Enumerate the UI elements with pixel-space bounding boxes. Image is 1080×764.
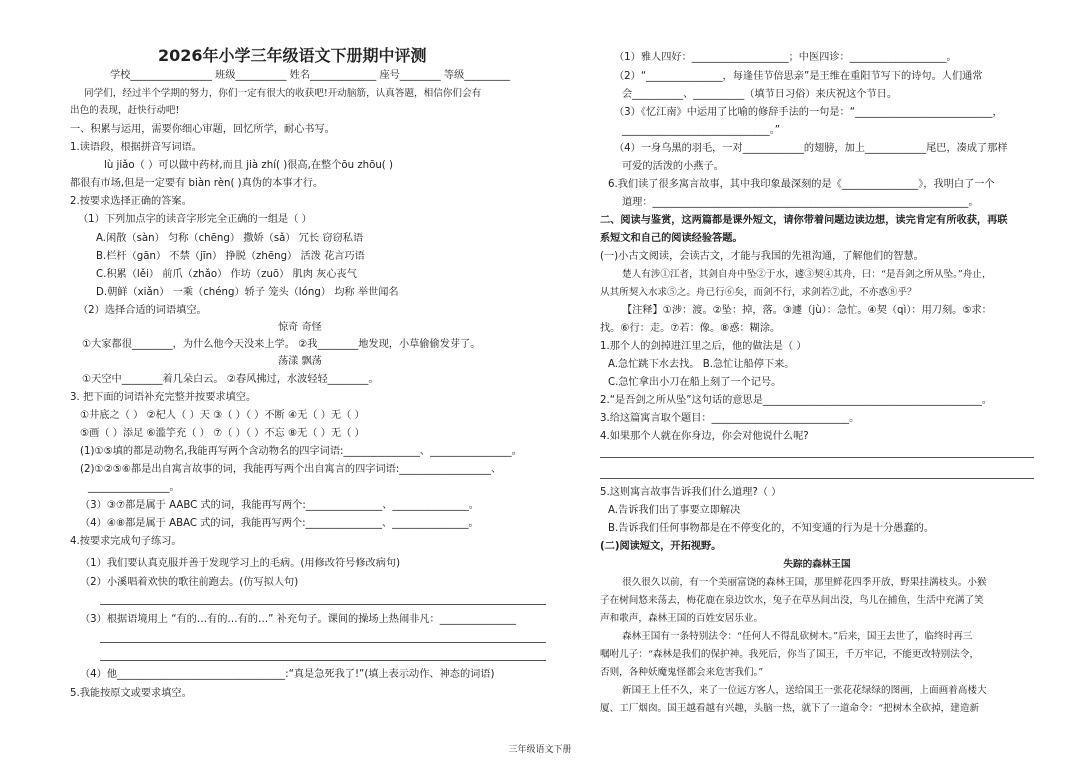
- passage-text: 厦、工厂烟囱。国王越看越有兴趣，头脑一热，就下了一道命令：“把树木全砍掉，建造新: [600, 703, 980, 714]
- intro-text: 同学们，经过半个学期的努力，你们一定有很大的收获吧!开动脑筋，认真答题，相信你们会有: [84, 88, 482, 99]
- fill-blank: （1）雅人四好：___________________；中医四诊：___________________。: [614, 52, 957, 63]
- sub-question: （3）③⑦都是属于 AABC 式的词，我能再写两个:_______________、_______________。: [80, 500, 479, 511]
- answer-line: [600, 457, 1034, 458]
- fill-blank: （3）《忆江南》中运用了比喻的修辞手法的一句是：“___________________________，: [614, 107, 1003, 118]
- passage-text: 子在树间悠来荡去，梅花鹿在泉边饮水，兔子在草丛间出没，鸟儿在捕鱼，生活中充满了笑: [600, 595, 984, 606]
- passage-text: 从其所契入水求⑤之。舟已行⑥矣，而剑不行，求剑若⑦此，不亦惑⑧乎？: [600, 287, 917, 298]
- question: 3. 把下面的词语补充完整并按要求填空。: [70, 392, 257, 403]
- annotation-text: 找。⑥行：走。⑦若：像。⑧惑：糊涂。: [600, 323, 781, 334]
- sub-question: （2）小溪唱着欢快的歌往前跑去。(仿写拟人句): [80, 577, 299, 588]
- fill-blank: ①天空中________着几朵白云。 ②春风拂过，水波轻轻________。: [82, 374, 379, 385]
- idiom-row: ⑤画（ ）添足 ⑥滥竽充（ ） ⑦（ ）（ ）不忘 ⑧无（ ）无（ ）: [80, 428, 365, 439]
- sub-question: （2）选择合适的词语填空。: [78, 305, 207, 316]
- passage-heading: (一)小古文阅读，会读古文，才能与我国的先祖沟通，了解他们的智慧。: [600, 251, 924, 262]
- fill-blank: 道理：______________________________________________________________。: [622, 197, 979, 208]
- sub-question: （4）④⑧都是属于 ABAC 式的词，我能再写两个:_______________、_______________。: [80, 518, 479, 529]
- question: 4.按要求完成句子练习。: [70, 536, 182, 547]
- fill-blank: ①大家都很________，为什么他今天没来上学。 ②我________地发现，小草偷偷发芽了。: [82, 339, 481, 350]
- question: 1.那个人的剑掉进江里之后，他的做法是（ ）: [600, 341, 807, 352]
- page-title: 2026年小学三年级语文下册期中评测: [158, 46, 427, 65]
- option: A.急忙跳下水去找。 B.急忙让船停下来。: [608, 359, 795, 370]
- passage-text: 很久很久以前，有一个美丽富饶的森林王国，那里鲜花四季开放，野果挂满枝头。小猴: [622, 577, 987, 588]
- fill-blank: （4）一身乌黑的羽毛，一对____________的翅膀，加上____________尾巴，凑成了那样: [614, 143, 1008, 154]
- question: 4.如果那个人就在你身边，你会对他说什么呢?: [600, 431, 809, 442]
- option: A.告诉我们出了事要立即解决: [608, 505, 741, 516]
- passage-text: 森林王国有一条特别法令：“任何人不得乱砍树木。”后来，国王去世了，临终时再三: [622, 631, 973, 642]
- question: 2.“是吾剑之所从坠”这句话的意思是___________________________________________。: [600, 395, 993, 406]
- passage-text: 楚人有涉①江者，其剑自舟中坠②于水，遽③契④其舟，曰：“是吾剑之所从坠。”舟止，: [622, 269, 992, 280]
- pinyin-line: lù jiǎo（ ）可以做中药材,而且 jià zhí( )很高,在整个ōu zhōu( ): [104, 160, 393, 171]
- answer-line: [100, 660, 546, 661]
- passage-text: 新国王上任不久，来了一位远方客人，送给国王一张花花绿绿的图画，上面画着高楼大: [622, 685, 987, 696]
- question: 2.按要求选择正确的答案。: [70, 196, 192, 207]
- idiom-row: ①井底之（ ） ②杞人（ ）天 ③（ ）（ ）不断 ④无（ ）无（ ）: [80, 410, 365, 421]
- option-c: C.积累（lěi） 前爪（zhǎo） 作坊（zuō） 肌肉 灰心丧气: [96, 269, 357, 280]
- sub-question: （1）下列加点字的读音字形完全正确的一组是（ ）: [78, 214, 312, 225]
- passage-text: 声和歌声，森林王国的百姓安居乐业。: [600, 613, 764, 624]
- pinyin-line: 都很有市场,但是一定要有 biàn rèn( )真伪的本事才行。: [70, 178, 324, 189]
- question: 3.给这篇寓言取个题目：___________________________。: [600, 413, 860, 424]
- intro-text: 出色的表现，赶快行动吧!: [70, 105, 180, 116]
- option-a: A.闲散（sàn） 匀称（chēng） 撒娇（sǎ） 冗长 窃窃私语: [96, 233, 364, 244]
- passage-title: 失踪的森林王国: [783, 559, 851, 570]
- blank-line: ________________。: [88, 482, 180, 493]
- passage-text: 嘱咐儿子：“森林是我们的保护神。我死后，你当了国王，千万牢记，不能更改特别法令，: [600, 649, 980, 660]
- section-heading: 一、积累与运用，需要你细心审题，回忆所学，耐心书写。: [70, 124, 335, 135]
- sub-question: (2)①②⑤⑥都是出自寓言故事的词，我能再写两个出自寓言的四字词语:__________________、: [80, 464, 502, 475]
- option: B.告诉我们任何事物都是在不停变化的，不知变通的行为是十分愚蠢的。: [608, 523, 935, 534]
- question: 1.读语段，根据拼音写词语。: [70, 142, 202, 153]
- answer-line: [100, 642, 546, 643]
- option-b: B.栏杆（gān） 不禁（jīn） 挣脱（zhēng） 活泼 花言巧语: [96, 251, 365, 262]
- annotation-text: 【注释】①涉：渡。②坠：掉，落。③遽（jù）：急忙。④契（qì）：用刀刻。⑤求：: [622, 305, 992, 316]
- fill-blank: （2）“_______________，每逢佳节倍思亲”是王维在重阳节写下的诗句。人们通常: [614, 71, 983, 82]
- sub-question: （1）我们要认真克服并善于发现学习上的毛病。(用修改符号修改病句): [80, 558, 401, 569]
- answer-line: [100, 604, 546, 605]
- section-heading: 系短文和自己的阅读经验答题。: [600, 233, 743, 244]
- section-heading: 二、阅读与鉴赏，这两篇都是课外短文，请你带着问题边读边想，读完肯定有所收获，再联: [600, 215, 1008, 226]
- sub-question: (1)①⑤填的都是动物名,我能再写两个含动物名的四字词语:_______________、________________。: [80, 446, 522, 457]
- student-info-line: 学校________________ 班级__________ 姓名_____________ 座号________ 等级_________: [110, 70, 511, 81]
- fill-blank: _____________________________。”: [622, 125, 781, 136]
- sub-question: （4）他_________________________________:“真是急死我了!”(填上表示动作、神态的词语): [80, 669, 495, 680]
- option-d: D.朝鲜（xiǎn） 一乘（chéng）轿子 笼头（lóng） 均称 举世闻名: [96, 287, 399, 298]
- page-footer: 三年级语文下册: [508, 745, 572, 755]
- question: 6.我们读了很多寓言故事，其中我印象最深刻的是《_______________》，我明白了一个: [608, 179, 995, 190]
- option: C.急忙拿出小刀在船上刻了一个记号。: [608, 377, 782, 388]
- passage-heading: (二)阅读短文，开拓视野。: [600, 541, 722, 552]
- question: 5.这则寓言故事告诉我们什么道理?（ ）: [600, 487, 782, 498]
- fill-blank: 可爱的活泼的小燕子。: [622, 161, 724, 172]
- question: 5.我能按原文或要求填空。: [70, 688, 192, 699]
- passage-text: 否则，各种妖魔鬼怪都会来危害我们。”: [600, 667, 764, 678]
- word-choice: 惊奇 奇怪: [278, 322, 322, 333]
- answer-line: [600, 478, 1034, 479]
- word-choice: 荡漾 飘荡: [278, 356, 322, 367]
- fill-blank: 会__________、__________（填节日习俗）来庆祝这个节日。: [622, 89, 898, 100]
- sub-question: （3）根据语境用上 “有的…有的…有的…” 补充句子。课间的操场上热闹非凡：_______________: [80, 614, 517, 625]
